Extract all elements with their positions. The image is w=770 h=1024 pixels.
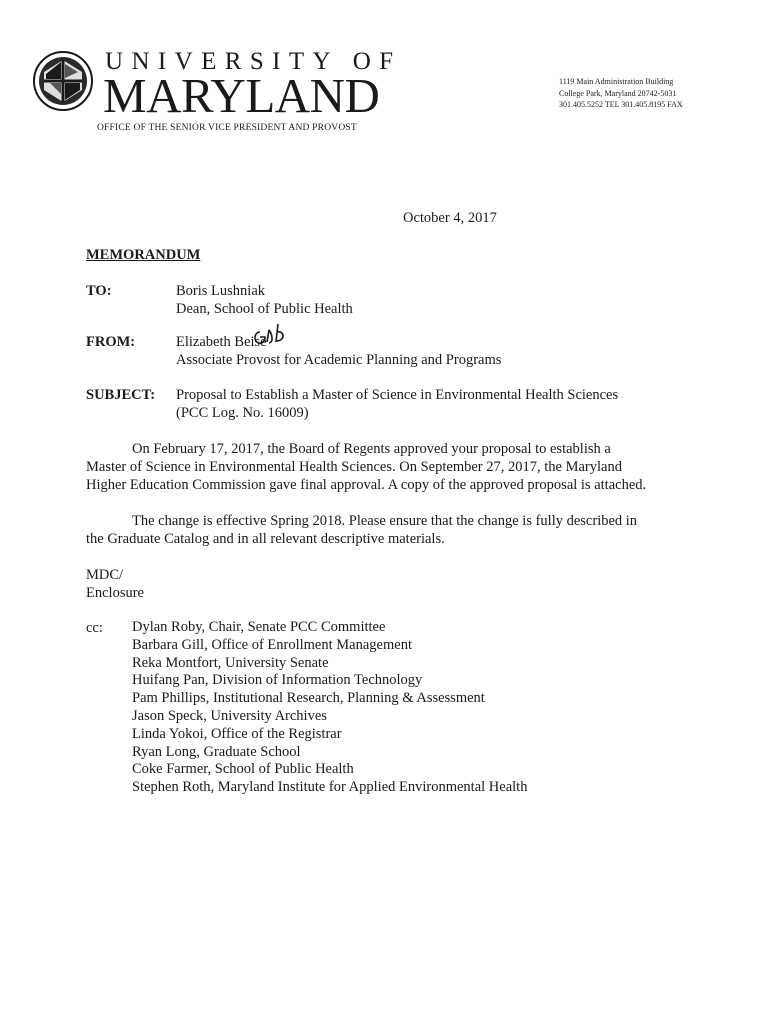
to-title: Dean, School of Public Health bbox=[176, 301, 353, 317]
university-name: MARYLAND bbox=[103, 68, 380, 123]
office-name: OFFICE OF THE SENIOR VICE PRESIDENT AND PROVOST bbox=[97, 123, 357, 133]
paragraph-line: The change is effective Spring 2018. Please ensure that the change is fully described in bbox=[132, 513, 638, 529]
paragraph-line: the Graduate Catalog and in all relevant descriptive materials. bbox=[86, 531, 445, 547]
to-name: Boris Lushniak bbox=[176, 283, 266, 299]
cc-recipient: Reka Montfort, University Senate bbox=[132, 654, 329, 671]
address-line: 1119 Main Administration Building bbox=[559, 77, 674, 86]
cc-recipient: Huifang Pan, Division of Information Technology bbox=[132, 672, 423, 689]
to-label: TO: bbox=[86, 283, 112, 299]
address-line: College Park, Maryland 20742-5031 bbox=[559, 88, 677, 98]
memo-date: October 4, 2017 bbox=[403, 210, 497, 226]
address-line: 301.405.5252 TEL 301.405.8195 FAX bbox=[559, 100, 683, 109]
office-address bbox=[559, 76, 683, 111]
cc-recipient: Ryan Long, Graduate School bbox=[132, 743, 301, 760]
university-line: UNIVERSITY OF bbox=[105, 48, 402, 75]
cc-recipient: Dylan Roby, Chair, Senate PCC Committee bbox=[132, 619, 386, 635]
cc-recipient: Pam Phillips, Institutional Research, Planning & Assessment bbox=[132, 690, 485, 707]
paragraph-line: On February 17, 2017, the Board of Regents approved your proposal to establish a bbox=[132, 441, 611, 457]
subject-line: Proposal to Establish a Master of Science in Environmental Health Sciences bbox=[176, 387, 619, 403]
typist-initials: MDC/ bbox=[86, 567, 124, 583]
cc-label: cc: bbox=[86, 620, 103, 636]
cc-recipient: Linda Yokoi, Office of the Registrar bbox=[132, 725, 342, 742]
from-name: Elizabeth Beise bbox=[176, 334, 267, 350]
paragraph-line: Master of Science in Environmental Health Sciences. On September 27, 2017, the Maryland bbox=[86, 459, 622, 475]
from-label: FROM: bbox=[86, 334, 136, 350]
cc-recipient: Coke Farmer, School of Public Health bbox=[132, 761, 354, 778]
paragraph-line: Higher Education Commission gave final approval. A copy of the approved proposal is attached. bbox=[86, 477, 647, 493]
subject-line: (PCC Log. No. 16009) bbox=[176, 405, 309, 421]
from-title: Associate Provost for Academic Planning and Programs bbox=[176, 352, 502, 368]
subject-label: SUBJECT: bbox=[86, 387, 156, 403]
handwritten-initials-signature bbox=[250, 322, 292, 348]
cc-recipient: Stephen Roth, Maryland Institute for Applied Environmental Health bbox=[132, 779, 528, 796]
university-seal-icon bbox=[32, 50, 94, 112]
memo-heading: MEMORANDUM bbox=[86, 247, 201, 263]
enclosure-note: Enclosure bbox=[86, 585, 144, 601]
cc-recipient: Barbara Gill, Office of Enrollment Management bbox=[132, 636, 412, 653]
cc-recipient: Jason Speck, University Archives bbox=[132, 707, 327, 724]
cc-list bbox=[132, 619, 527, 797]
